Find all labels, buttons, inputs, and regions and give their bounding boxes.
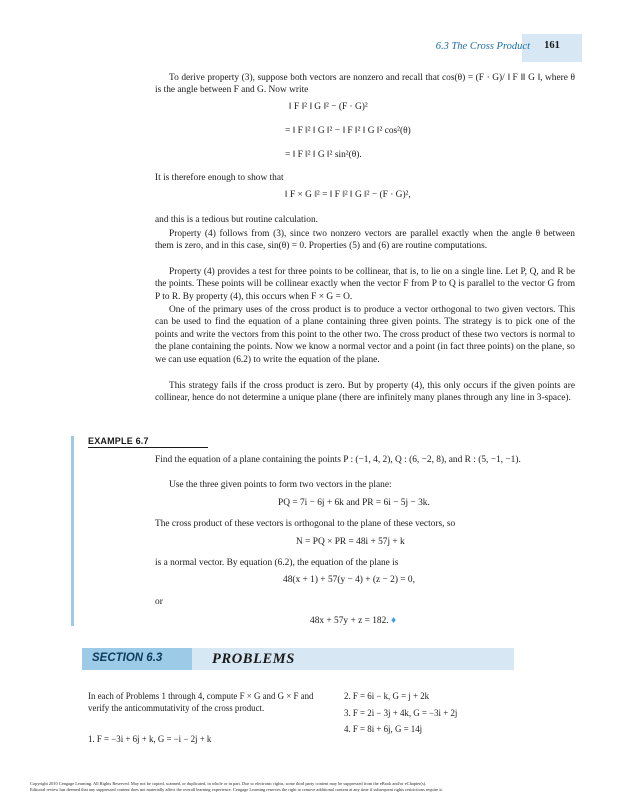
- example-equation-vectors: PQ = 7i − 6j + 6k and PR = 6i − 5j − 3k.: [278, 498, 430, 508]
- example-final-equation-text: 48x + 57y + z = 182.: [310, 616, 389, 626]
- example-title: EXAMPLE 6.7: [88, 436, 149, 446]
- problem-item-3: 3. F = 2i − 3j + 4k, G = −3i + 2j: [344, 708, 458, 718]
- section-title: PROBLEMS: [212, 651, 295, 667]
- paragraph-plane-strategy: One of the primary uses of the cross product is to produce a vector orthogonal to two given vectors. This can be used to find the equation of a plane containing three given points. The strategy is to pick one of the points and write the vectors from this point to the other two. The cross product of these two vectors is normal to the plane containing the points. Now we know a normal vector and a point (in fact three points) on the plane, so we can use equation (6.2) to write the equation of the plane.: [155, 305, 575, 365]
- example-statement: Find the equation of a plane containing the points P : (−1, 4, 2), Q : (6, −2, 8), and R : (5, −1, −1).: [155, 455, 521, 465]
- running-header-title: 6.3 The Cross Product: [435, 41, 530, 52]
- example-equation-plane: 48(x + 1) + 57(y − 4) + (z − 2) = 0,: [283, 575, 415, 585]
- equation-line-1: ‖ F ‖² ‖ G ‖² − (F · G)²: [289, 102, 368, 112]
- footer-editorial-note: Editorial review has deemed that any suppressed content does not materially affect the overall learning experience. Cengage Learning reserves the right to remove additional content at any time if subsequent rights restrictions require it.: [30, 787, 443, 792]
- problem-item-1: 1. F = −3i + 6j + k, G = −i − 2j + k: [88, 734, 212, 744]
- example-title-rule: [88, 447, 208, 448]
- equation-line-2: = ‖ F ‖² ‖ G ‖² − ‖ F ‖² ‖ G ‖² cos²(θ): [285, 126, 411, 136]
- paragraph-property-3: To derive property (3), suppose both vectors are nonzero and recall that cos(θ) = (F · G)/ ‖ F ‖‖ G ‖, where θ is the angle between F and G. Now write: [155, 73, 575, 96]
- paragraph-property-4: Property (4) follows from (3), since two nonzero vectors are parallel exactly when the angle θ between them is zero, and in this case, sin(θ) = 0. Properties (5) and (6) are routine computations.: [155, 229, 575, 252]
- example-step-3: is a normal vector. By equation (6.2), the equation of the plane is: [155, 558, 399, 568]
- problem-item-2: 2. F = 6i − k, G = j + 2k: [344, 691, 430, 701]
- footer-copyright: Copyright 2010 Cengage Learning. All Rights Reserved. May not be copied, scanned, or duplicated, in whole or in part. Due to electronic rights, some third party content may be suppressed from the eBook and/or eChapter(s).: [30, 781, 427, 786]
- example-or: or: [155, 597, 163, 607]
- example-step-1: Use the three given points to form two vectors in the plane:: [169, 480, 392, 490]
- problem-item-4: 4. F = 8i + 6j, G = 14j: [344, 724, 423, 734]
- example-equation-final: [310, 615, 396, 627]
- end-of-example-icon: ♦: [390, 615, 397, 626]
- paragraph-strategy-fails: This strategy fails if the cross product is zero. But by property (4), this only occurs if the given points are collinear, hence do not determine a unique plane (there are infinitely many planes through any line in 3-space).: [155, 381, 575, 404]
- equation-cross-norm: ‖ F × G ‖² = ‖ F ‖² ‖ G ‖² − (F · G)²,: [285, 190, 411, 200]
- example-side-bar: [71, 436, 74, 626]
- section-label: SECTION 6.3: [92, 652, 163, 664]
- equation-line-3: = ‖ F ‖² ‖ G ‖² sin²(θ).: [285, 150, 362, 160]
- paragraph-enough: It is therefore enough to show that: [155, 173, 284, 183]
- example-step-2: The cross product of these vectors is orthogonal to the plane of these vectors, so: [155, 519, 456, 529]
- problems-intro: In each of Problems 1 through 4, compute F × G and G × F and verify the anticommutativity of the cross product.: [88, 691, 314, 713]
- paragraph-tedious: and this is a tedious but routine calculation.: [155, 215, 318, 225]
- paragraph-collinear: Property (4) provides a test for three points to be collinear, that is, to lie on a single line. Let P, Q, and R be the points. These points will be collinear exactly when the vector F from P to Q is parallel to the vector G from P to R. By property (4), this occurs when F × G = O.: [155, 267, 575, 302]
- example-equation-normal: N = PQ × PR = 48i + 57j + k: [296, 537, 405, 547]
- page-number: 161: [544, 40, 560, 51]
